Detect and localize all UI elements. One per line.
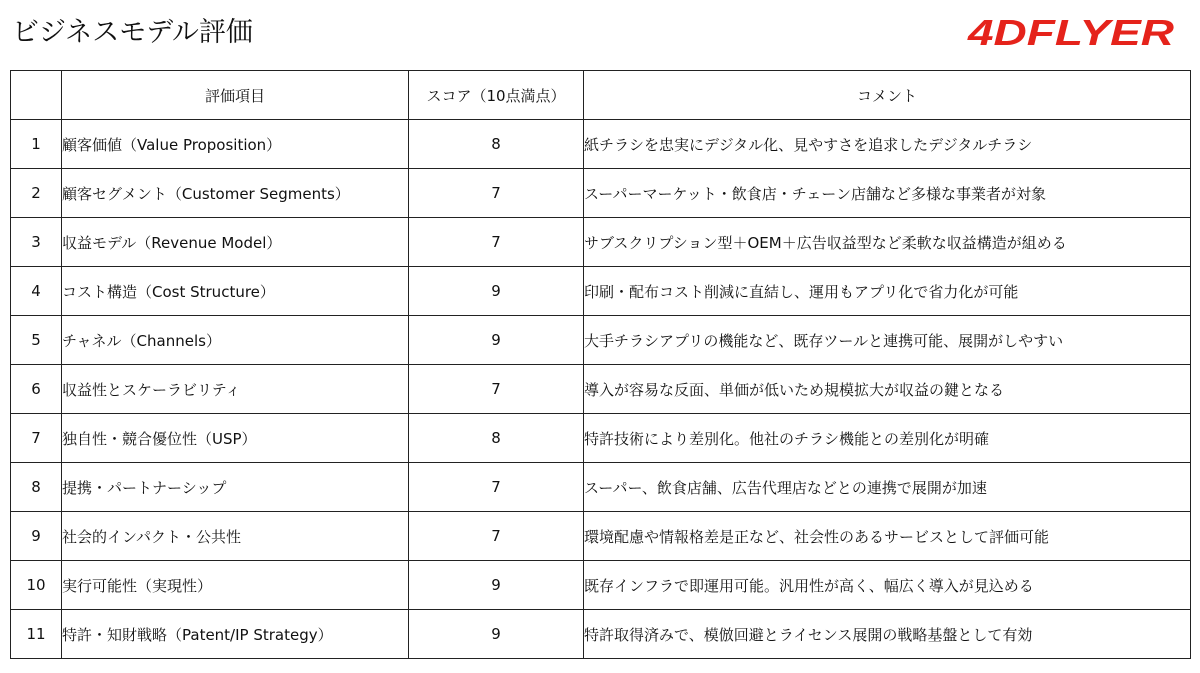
table-row — [11, 414, 1191, 463]
row-comment: スーパー、飲食店舗、広告代理店などとの連携で展開が加速 — [584, 463, 1191, 512]
evaluation-table — [10, 70, 1191, 659]
row-score: 7 — [409, 365, 584, 414]
brand-logo-text: 4DFLYER — [966, 14, 1174, 50]
header-comment: コメント — [584, 71, 1191, 120]
table-row — [11, 169, 1191, 218]
table-row — [11, 610, 1191, 659]
row-comment: 環境配慮や情報格差是正など、社会性のあるサービスとして評価可能 — [584, 512, 1191, 561]
row-number: 4 — [11, 267, 62, 316]
row-item: 実行可能性（実現性） — [62, 561, 409, 610]
row-item: 顧客セグメント（Customer Segments） — [62, 169, 409, 218]
table-header-row — [11, 71, 1191, 120]
header-no — [11, 71, 62, 120]
row-score: 7 — [409, 169, 584, 218]
row-comment: スーパーマーケット・飲食店・チェーン店舗など多様な事業者が対象 — [584, 169, 1191, 218]
row-comment: 印刷・配布コスト削減に直結し、運用もアプリ化で省力化が可能 — [584, 267, 1191, 316]
table-row — [11, 512, 1191, 561]
table-row — [11, 561, 1191, 610]
row-item: 特許・知財戦略（Patent/IP Strategy） — [62, 610, 409, 659]
row-comment: 特許技術により差別化。他社のチラシ機能との差別化が明確 — [584, 414, 1191, 463]
page-title: ビジネスモデル評価 — [12, 17, 253, 48]
row-score: 8 — [409, 120, 584, 169]
header-score: スコア（10点満点） — [409, 71, 584, 120]
row-item: 社会的インパクト・公共性 — [62, 512, 409, 561]
row-comment: 特許取得済みで、模倣回避とライセンス展開の戦略基盤として有効 — [584, 610, 1191, 659]
table-row — [11, 463, 1191, 512]
row-number: 3 — [11, 218, 62, 267]
row-number: 8 — [11, 463, 62, 512]
row-item: コスト構造（Cost Structure） — [62, 267, 409, 316]
row-score: 7 — [409, 512, 584, 561]
row-item: 提携・パートナーシップ — [62, 463, 409, 512]
row-item: 顧客価値（Value Proposition） — [62, 120, 409, 169]
row-score: 9 — [409, 267, 584, 316]
brand-logo — [966, 14, 1178, 50]
table-row — [11, 218, 1191, 267]
row-number: 9 — [11, 512, 62, 561]
row-comment: 紙チラシを忠実にデジタル化、見やすさを追求したデジタルチラシ — [584, 120, 1191, 169]
row-score: 8 — [409, 414, 584, 463]
table-row — [11, 365, 1191, 414]
row-comment: 導入が容易な反面、単価が低いため規模拡大が収益の鍵となる — [584, 365, 1191, 414]
header-item: 評価項目 — [62, 71, 409, 120]
row-item: チャネル（Channels） — [62, 316, 409, 365]
row-item: 独自性・競合優位性（USP） — [62, 414, 409, 463]
table-row — [11, 267, 1191, 316]
row-comment: 既存インフラで即運用可能。汎用性が高く、幅広く導入が見込める — [584, 561, 1191, 610]
row-number: 5 — [11, 316, 62, 365]
row-score: 9 — [409, 316, 584, 365]
row-number: 2 — [11, 169, 62, 218]
row-score: 7 — [409, 463, 584, 512]
row-number: 1 — [11, 120, 62, 169]
row-comment: サブスクリプション型＋OEM＋広告収益型など柔軟な収益構造が組める — [584, 218, 1191, 267]
row-score: 9 — [409, 610, 584, 659]
table-row — [11, 120, 1191, 169]
row-score: 9 — [409, 561, 584, 610]
row-score: 7 — [409, 218, 584, 267]
row-item: 収益性とスケーラビリティ — [62, 365, 409, 414]
row-number: 6 — [11, 365, 62, 414]
row-number: 7 — [11, 414, 62, 463]
row-number: 10 — [11, 561, 62, 610]
row-comment: 大手チラシアプリの機能など、既存ツールと連携可能、展開がしやすい — [584, 316, 1191, 365]
row-item: 収益モデル（Revenue Model） — [62, 218, 409, 267]
table-row — [11, 316, 1191, 365]
row-number: 11 — [11, 610, 62, 659]
